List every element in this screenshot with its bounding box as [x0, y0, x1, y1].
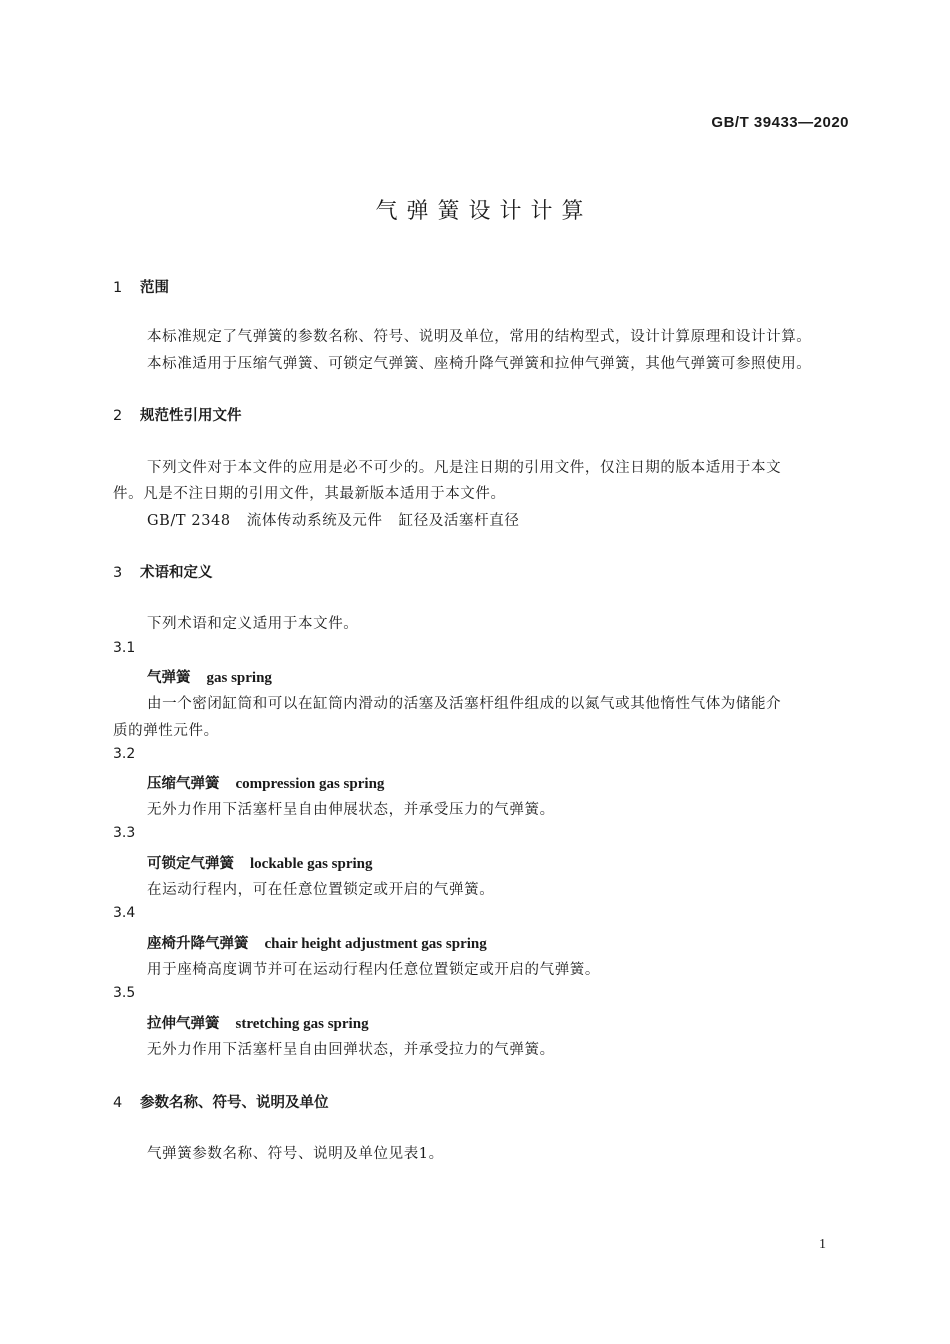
term-definition: 质的弹性元件。: [113, 723, 219, 739]
reference-entry: [147, 509, 519, 530]
term-number: 3.5: [113, 985, 136, 1001]
term-number: 3.1: [113, 640, 136, 656]
paragraph: 件。凡是不注日期的引用文件，其最新版本适用于本文件。: [113, 486, 506, 502]
paragraph: 下列术语和定义适用于本文件。: [147, 616, 359, 632]
term-number: 3.4: [113, 905, 136, 921]
term-definition: 由一个密闭缸筒和可以在缸筒内滑动的活塞及活塞杆组件组成的以氮气或其他惰性气体为储能介: [147, 696, 782, 712]
section-heading-terms: [113, 561, 213, 582]
term-heading: [147, 772, 384, 793]
term-chinese: 可锁定气弹簧: [147, 856, 234, 872]
section-number: 4: [113, 1095, 123, 1111]
paragraph: 本标准适用于压缩气弹簧、可锁定气弹簧、座椅升降气弹簧和拉伸气弹簧，其他气弹簧可参照使用。: [147, 356, 812, 372]
section-title: 范围: [140, 280, 169, 296]
term-heading: [147, 1012, 369, 1033]
section-title: 术语和定义: [140, 565, 213, 581]
term-heading: [147, 932, 487, 953]
term-english: compression gas spring: [235, 776, 385, 792]
term-chinese: 拉伸气弹簧: [147, 1016, 220, 1032]
paragraph: 下列文件对于本文件的应用是必不可少的。凡是注日期的引用文件，仅注日期的版本适用于本文: [147, 460, 782, 476]
term-definition: 在运动行程内，可在任意位置锁定或开启的气弹簧。: [147, 882, 495, 898]
term-heading: [147, 666, 272, 687]
section-number: 1: [113, 280, 123, 296]
term-definition: 无外力作用下活塞杆呈自由伸展状态，并承受压力的气弹簧。: [147, 802, 555, 818]
reference-title-part2: 缸径及活塞杆直径: [398, 513, 520, 529]
term-number: 3.3: [113, 825, 136, 841]
paragraph: 本标准规定了气弹簧的参数名称、符号、说明及单位，常用的结构型式，设计计算原理和设计计算。: [147, 329, 812, 345]
term-definition: 用于座椅高度调节并可在运动行程内任意位置锁定或开启的气弹簧。: [147, 962, 600, 978]
term-english: chair height adjustment gas spring: [264, 936, 487, 952]
term-definition: 无外力作用下活塞杆呈自由回弹状态，并承受拉力的气弹簧。: [147, 1042, 555, 1058]
document-title: 气弹簧设计计算: [375, 199, 593, 224]
term-english: lockable gas spring: [250, 856, 373, 872]
term-english: stretching gas spring: [235, 1016, 369, 1032]
term-english: gas spring: [206, 670, 272, 686]
term-number: 3.2: [113, 746, 136, 762]
reference-title-part1: 流体传动系统及元件: [246, 513, 383, 529]
reference-code: GB/T 2348: [147, 513, 231, 529]
term-chinese: 座椅升降气弹簧: [147, 936, 249, 952]
section-heading-scope: [113, 276, 169, 297]
page-number: 1: [819, 1237, 826, 1252]
standard-code: GB/T 39433—2020: [711, 114, 849, 131]
term-heading: [147, 852, 373, 873]
term-chinese: 气弹簧: [147, 670, 191, 686]
term-chinese: 压缩气弹簧: [147, 776, 220, 792]
section-heading-parameters: [113, 1091, 329, 1112]
section-heading-normative-references: [113, 404, 242, 425]
section-title: 参数名称、符号、说明及单位: [140, 1095, 329, 1111]
section-title: 规范性引用文件: [140, 408, 242, 424]
section-number: 2: [113, 408, 123, 424]
paragraph: 气弹簧参数名称、符号、说明及单位见表1。: [147, 1146, 444, 1162]
section-number: 3: [113, 565, 123, 581]
